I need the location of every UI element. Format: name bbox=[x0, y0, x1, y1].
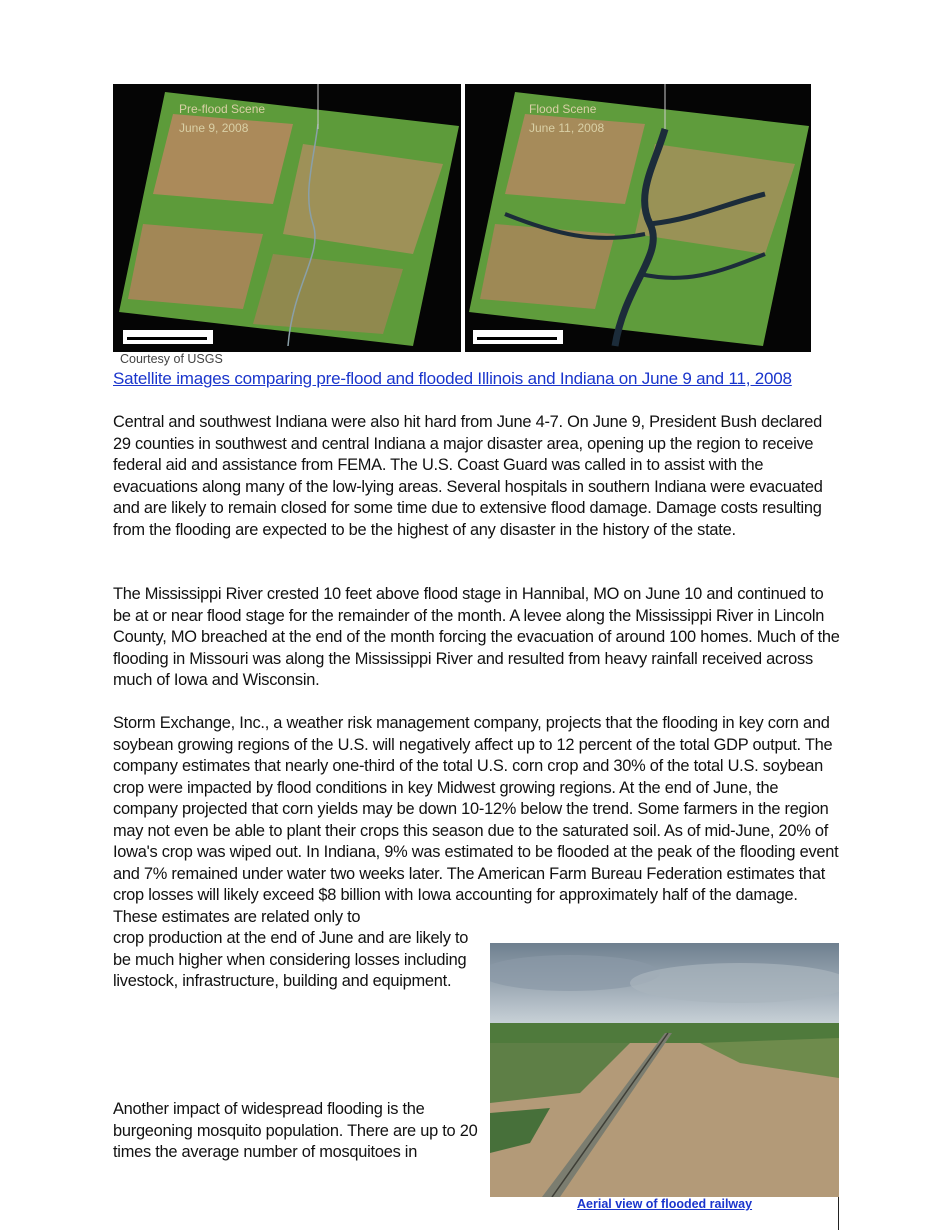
paragraph-indiana: Central and southwest Indiana were also hit hard from June 4-7. On June 9, President Bush declared 29 counties in southwest and central Indiana a major disaster area, opening up the region to receive federal aid and assistance from FEMA. The U.S. Coast Guard was called in to assist with the evacuations along many of the low-lying areas. Several hospitals in southern Indiana were evacuated and are likely to remain closed for some time due to extensive flood damage. Damage costs resulting from the flooding are expected to be the highest of any disaster in the history of the state. bbox=[113, 413, 823, 539]
column-divider bbox=[838, 1197, 839, 1230]
paragraph-mississippi: The Mississippi River crested 10 feet above flood stage in Hannibal, MO on June 10 and continued to be at or near flood stage for the remainder of the month. A levee along the Mississippi River in Lincoln County, MO breached at the end of the month forcing the evacuation of around 100 homes. Much of the flooding in Missouri was along the Mississippi River and resulted from heavy rainfall received across much of Iowa and Wisconsin. bbox=[113, 585, 840, 689]
paragraph-crop-losses: Storm Exchange, Inc., a weather risk management company, projects that the flooding in key corn and soybean growing regions of the U.S. will negatively affect up to 12 percent of the total GDP output. The company estimates that nearly one-third of the total U.S. corn crop and 30% of the total U.S. soybean crop were impacted by flood conditions in key Midwest growing regions. At the end of June, the company projected that corn yields may be down 10-12% below the trend. Some farmers in the region may not even be able to plant their crops this season due to the saturated soil. As of mid-June, 20% of Iowa's crop was wiped out. In Indiana, 9% was estimated to be flooded at the peak of the flooding event and 7% remained under water two weeks later. The American Farm Bureau Federation estimates that crop losses will likely exceed $8 billion with Iowa accounting for approximately half of the damage. These estimates are related only to bbox=[113, 714, 839, 926]
satellite-caption-link[interactable]: Satellite images comparing pre-flood and flooded Illinois and Indiana on June 9 and 11, 2008 bbox=[113, 369, 792, 388]
flood-label-date: June 11, 2008 bbox=[529, 121, 605, 135]
pre-flood-label bbox=[179, 100, 265, 138]
pre-flood-label-date: June 9, 2008 bbox=[179, 121, 249, 135]
paragraph-crop-losses-continued: crop production at the end of June and are likely to be much higher when considering losses including livestock, infrastructure, building and equipment. bbox=[113, 929, 469, 990]
flood-label-title: Flood Scene bbox=[529, 102, 597, 116]
paragraph-mosquitoes: Another impact of widespread flooding is the burgeoning mosquito population. There are up to 20 times the average number of mosquitoes in bbox=[113, 1100, 478, 1161]
aerial-caption-link[interactable]: Aerial view of flooded railway bbox=[577, 1197, 753, 1211]
pre-flood-label-title: Pre-flood Scene bbox=[179, 102, 266, 116]
flood-label bbox=[529, 100, 604, 138]
aerial-flood-photo bbox=[490, 943, 839, 1197]
flood-satellite-image bbox=[465, 84, 811, 352]
pre-flood-satellite-image bbox=[113, 84, 461, 352]
image-credit: Courtesy of USGS bbox=[120, 352, 223, 366]
